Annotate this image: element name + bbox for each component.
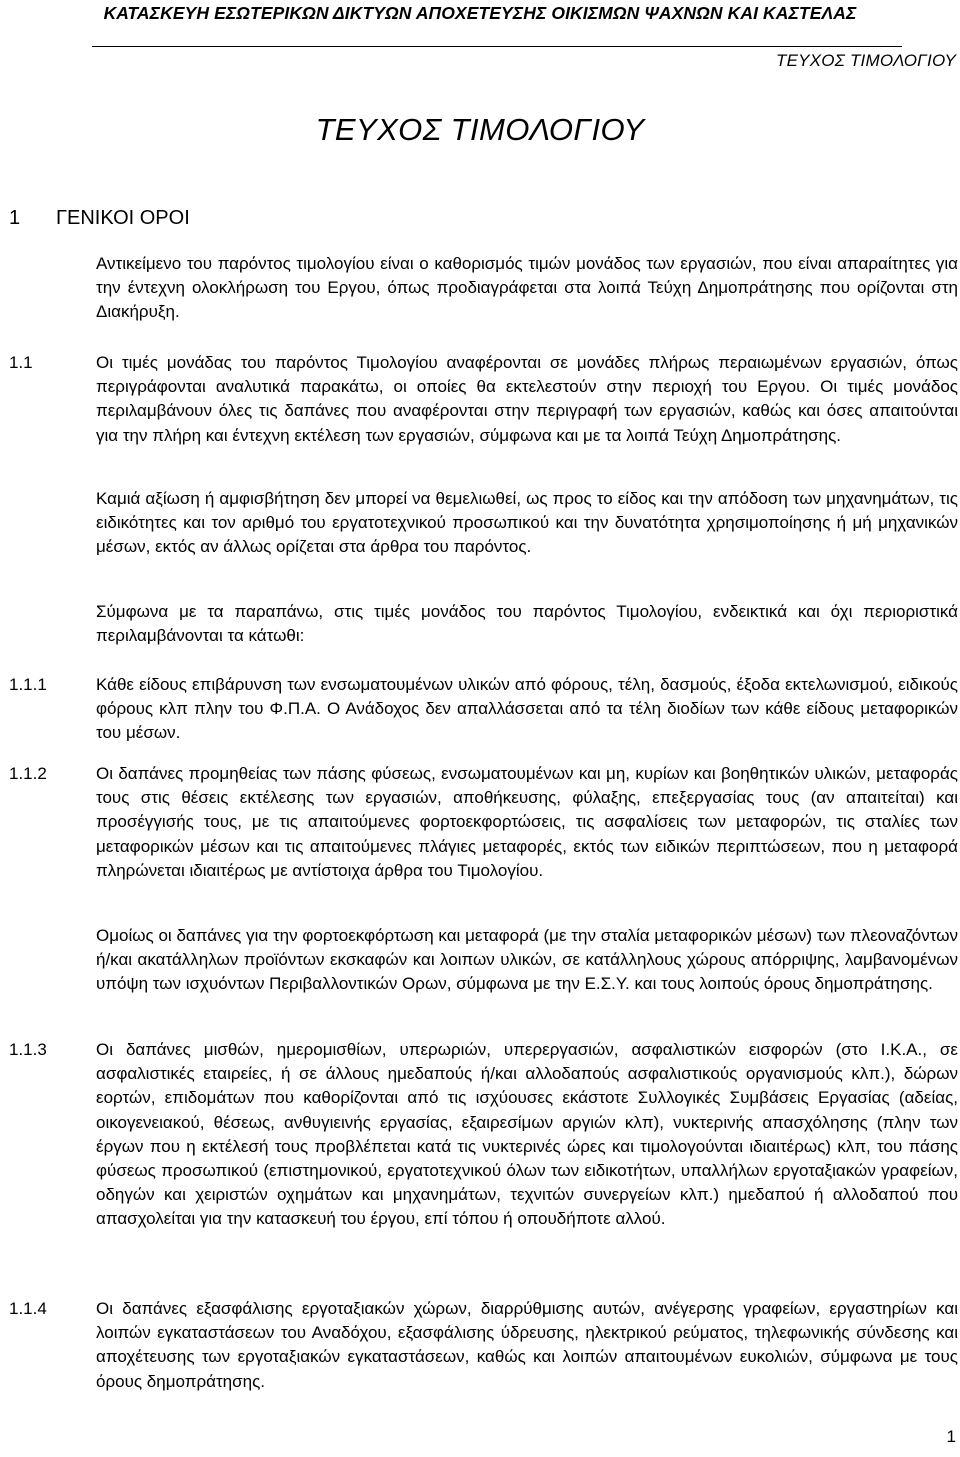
clause-number-1-1-4: 1.1.4 xyxy=(9,1299,47,1318)
clause-1-1-paragraph: Οι τιμές μονάδας του παρόντος Τιμολογίου αναφέρονται σε μονάδες πλήρως περαιωμένων εργασιών, όπως περιγράφονται αναλυτικά παρακάτω, οι οποίες θα εκτελεστούν στην περιοχή του Εργου. Οι τιμές μονάδος περιλαμβάνουν όλες τις δαπάνες που αναφέρονται στην περιγραφή των εργασιών, καθώς και όσες απαιτούνται για την πλήρη και έντεχνη εκτέλεση των εργασιών, σύμφωνα και με τα λοιπά Τεύχη Δημοπράτησης. xyxy=(96,353,958,445)
clause-number-1-1-1: 1.1.1 xyxy=(9,675,47,694)
clause-1-1-1-paragraph: Κάθε είδους επιβάρυνση των ενσωματουμένων υλικών από φόρους, τέλη, δασμούς, έξοδα εκτελωνισμού, ειδικούς φόρους κλπ πλην του Φ.Π.Α. Ο Ανάδοχος δεν απαλλάσσεται από τα τέλη διοδίων των κάθε είδους μεταφορικών του μέσων. xyxy=(96,675,958,743)
clause-1-1-3-paragraph: Οι δαπάνες μισθών, ημερομισθίων, υπερωριών, υπερεργασιών, ασφαλιστικών εισφορών (στο Ι.Κ.Α., σε ασφαλιστικές εταιρείες, ή σε άλλους ημεδαπούς ή/και αλλοδαπούς ασφαλιστικούς οργανισμούς κλπ.), δώρων εορτών, επιδομάτων που καθορίζονται από τις ισχύουσες εκάστοτε Συλλογικές Συμβάσεις Εργασίας (αδείας, οικογενειακού, θέσεως, ανθυγιεινής εργασίας, εξαιρεσίμων αργιών κλπ), νυκτερινής απασχόλησης (πλην των έργων που η εκτέλεσή τους προβλέπεται κατά τις νυκτερινές ώρες και τιμολογούνται ιδιαιτέρως) κλπ, του πάσης φύσεως προσωπικού (επιστημονικού, εργατοτεχνικού όλων των ειδικοτήτων, υπαλλήλων εργοταξιακών γραφείων, οδηγών και χειριστών οχημάτων και μηχανημάτων, τεχνιτών συνεργείων κλπ.) ημεδαπού ή αλλοδαπού που απασχολείται για την κατασκευή του έργου, επί τόπου ή οπουδήποτε αλλού. xyxy=(96,1040,958,1229)
clause-1-1-2-paragraph-b: Ομοίως οι δαπάνες για την φορτοεκφόρτωση και μεταφορά (με την σταλία μεταφορικών μέσων) των πλεοναζόντων ή/και ακατάλληλων προϊόντων εκσκαφών και λοιπων υλικών, σε κατάλληλους χώρους απόρριψης, λαμβανομένων υπόψη των ισχυόντων Περιβαλλοντικών Ορων, σύμφωνα με την Ε.Σ.Υ. και τους λοιπούς όρους δημοπράτησης. xyxy=(96,926,958,994)
section-number: 1 xyxy=(9,207,21,229)
clause-1-1-4-paragraph: Οι δαπάνες εξασφάλισης εργοταξιακών χώρων, διαρρύθμισης αυτών, ανέγερσης γραφείων, εργαστηρίων και λοιπών εγκαταστάσεων του Αναδόχου, εξασφάλισης ύδρευσης, ηλεκτρικού ρεύματος, τηλεφωνικής σύνδεσης και αποχέτευσης των εργοταξιακών εγκαταστάσεων, καθώς και λοιπών απαιτουμένων ευκολιών, σύμφωνα με τους όρους δημοπράτησης. xyxy=(96,1299,958,1391)
clause-1-1-2-paragraph: Οι δαπάνες προμηθείας των πάσης φύσεως, ενσωματουμένων και μη, κυρίων και βοηθητικών υλικών, μεταφοράς τους στις θέσεις εκτέλεσης των εργασιών, αποθήκευσης, φύλαξης, επεξεργασίας τους (αν απαιτείται) και προσέγγισής τους, με τις απαιτούμενες φορτοεκφορτώσεις, τις ασφαλίσεις των μεταφορών, τις σταλίες των μεταφορικών μέσων και τις απαιτούμενες πλάγιες μεταφορές, εκτός των ειδικών περιπτώσεων, που η μεταφορά πληρώνεται ιδιαιτέρως με αντίστοιχα άρθρα του Τιμολογίου. xyxy=(96,764,958,880)
page-number: 1 xyxy=(946,1427,956,1446)
clause-number-1-1-2: 1.1.2 xyxy=(9,764,47,783)
running-header-title: ΚΑΤΑΣΚΕΥΗ ΕΣΩΤΕΡΙΚΩΝ ΔΙΚΤΥΩΝ ΑΠΟΧΕΤΕΥΣΗΣ ΟΙΚΙΣΜΩΝ ΨΑΧΝΩΝ ΚΑΙ ΚΑΣΤΕΛΑΣ xyxy=(103,3,857,23)
section-title: ΓΕΝΙΚΟΙ ΟΡΟΙ xyxy=(56,207,190,229)
clause-number-1-1-3: 1.1.3 xyxy=(9,1040,47,1059)
clause-number-1-1: 1.1 xyxy=(9,353,33,372)
header-rule xyxy=(92,46,902,47)
document-title: ΤΕΥΧΟΣ ΤΙΜΟΛΟΓΙΟΥ xyxy=(315,112,645,147)
clause-1-1-paragraph-b: Καμιά αξίωση ή αμφισβήτηση δεν μπορεί να θεμελιωθεί, ως προς το είδος και την απόδοση των μηχανημάτων, τις ειδικότητες και τον αριθμό του εργατοτεχνικού προσωπικού και την δυνατότητα χρησιμοποίησης ή μή μηχανικών μέσων, εκτός αν άλλως ορίζεται στα άρθρα του παρόντος. xyxy=(96,489,958,557)
clause-1-1-paragraph-c: Σύμφωνα με τα παραπάνω, στις τιμές μονάδος του παρόντος Τιμολογίου, ενδεικτικά και όχι περιοριστικά περιλαμβάνονται τα κάτωθι: xyxy=(96,602,958,646)
intro-paragraph: Αντικείμενο του παρόντος τιμολογίου είναι ο καθορισμός τιμών μονάδος των εργασιών, που είναι απαραίτητες για την έντεχνη ολοκλήρωση του Εργου, όπως προδιαγράφεται στα λοιπά Τεύχη Δημοπράτησης που ορίζονται στη Διακήρυξη. xyxy=(96,254,958,322)
running-header-subtitle: ΤΕΥΧΟΣ ΤΙΜΟΛΟΓΙΟΥ xyxy=(776,51,956,70)
